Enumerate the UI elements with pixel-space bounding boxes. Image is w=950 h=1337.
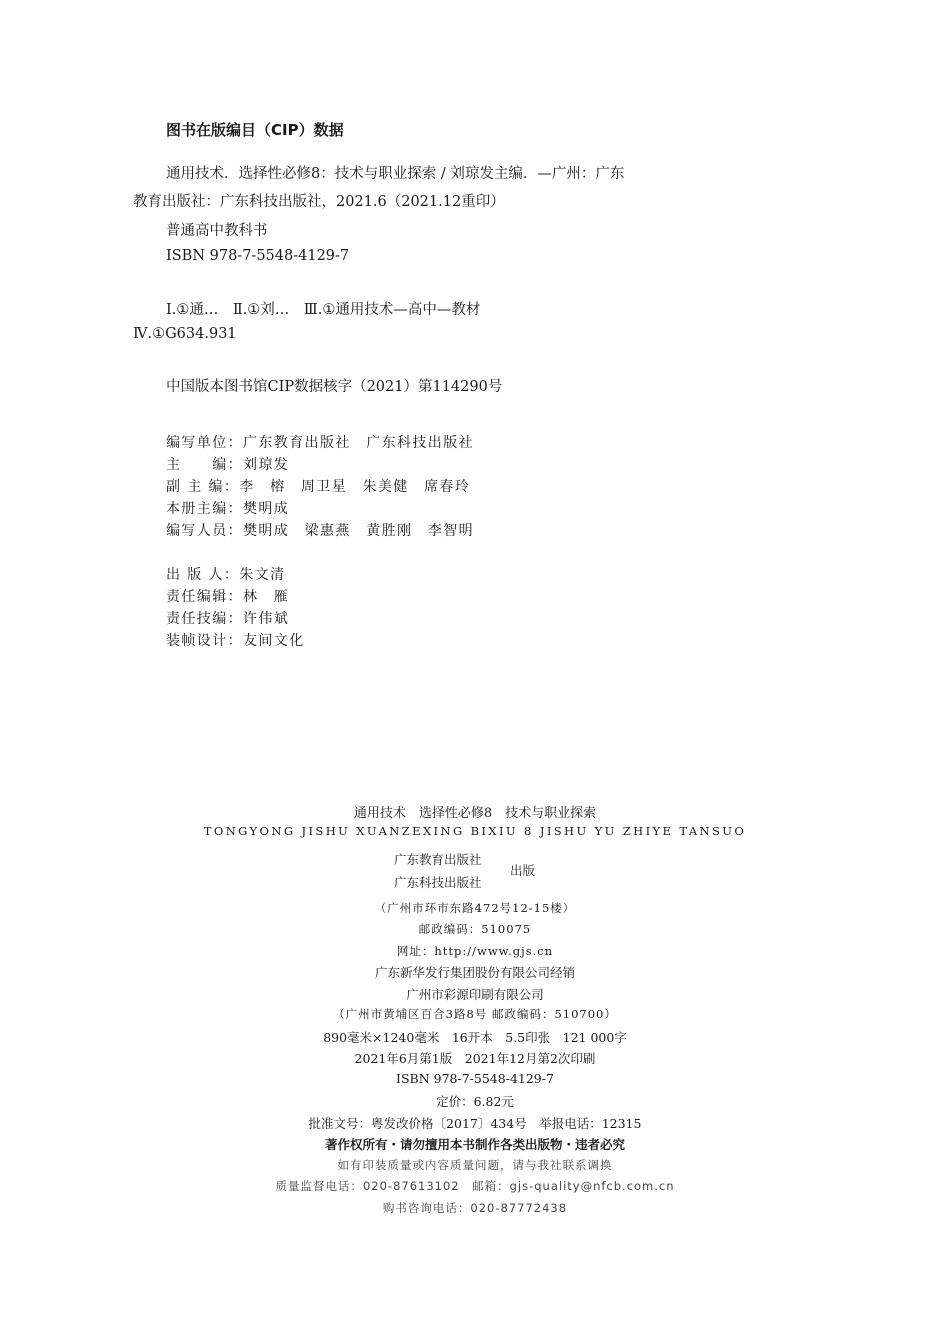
staff-editor-line-1: 编写单位：广东教育出版社 广东科技出版社 xyxy=(166,435,474,451)
staff-publishing-line-3: 责任技编：许伟斌 xyxy=(166,611,290,627)
publish-label: 出版 xyxy=(510,863,536,878)
staff-publishing-line-1: 出 版 人：朱文清 xyxy=(166,567,286,583)
edition-info: 2021年6月第1版 2021年12月第2次印刷 xyxy=(354,1051,596,1066)
approval-info: 批准文号：粤发改价格〔2017〕434号 举报电话：12315 xyxy=(308,1116,642,1131)
colophon-pinyin: TONGYONG JISHU XUANZEXING BIXIU 8 JISHU YU ZHIYE TANSUO xyxy=(203,824,747,838)
colophon-book-title: 通用技术 选择性必修8 技术与职业探索 xyxy=(353,806,597,821)
publisher-name-1: 广东教育出版社 xyxy=(394,852,482,867)
cip-title: 图书在版编目（CIP）数据 xyxy=(166,121,344,139)
cip-subject-line: Ⅰ.①通… Ⅱ.①刘… Ⅲ.①通用技术—高中—教材 xyxy=(166,302,481,318)
cip-verify-number: 中国版本图书馆CIP数据核字（2021）第114290号 xyxy=(166,379,503,395)
cip-line-1: 通用技术．选择性必修8：技术与职业探索 / 刘琼发主编．—广州：广东 xyxy=(166,166,625,182)
quality-note: 如有印装质量或内容质量问题，请与我社联系调换 xyxy=(337,1158,613,1172)
copyright-notice: 著作权所有・请勿擅用本书制作各类出版物・违者必究 xyxy=(324,1137,625,1152)
cip-line-3: 普通高中教科书 xyxy=(166,223,268,239)
printer-address: （广州市黄埔区百合3路8号 邮政编码：510700） xyxy=(333,1007,617,1021)
staff-publishing-line-4: 装帧设计：友间文化 xyxy=(166,633,305,649)
printer: 广州市彩源印刷有限公司 xyxy=(406,987,544,1002)
cip-class-line: Ⅳ.①G634.931 xyxy=(133,326,237,342)
publisher-name-2: 广东科技出版社 xyxy=(394,875,482,890)
cip-line-2: 教育出版社：广东科技出版社，2021.6（2021.12重印） xyxy=(133,194,505,210)
colophon-isbn: ISBN 978-7-5548-4129-7 xyxy=(396,1071,554,1086)
distributor: 广东新华发行集团股份有限公司经销 xyxy=(374,965,575,980)
staff-editor-line-4: 本册主编：樊明成 xyxy=(166,501,290,517)
staff-editor-line-3: 副 主 编：李 榕 周卫星 朱美健 席春玲 xyxy=(166,479,471,495)
book-format: 890毫米×1240毫米 16开本 5.5印张 121 000字 xyxy=(323,1030,627,1045)
publisher-website: 网址：http://www.gjs.cn xyxy=(396,944,554,958)
price: 定价：6.82元 xyxy=(436,1094,514,1109)
staff-publishing-line-2: 责任编辑：林 雁 xyxy=(166,589,290,605)
publisher-postcode: 邮政编码：510075 xyxy=(418,922,532,936)
staff-editor-line-5: 编写人员：樊明成 梁惠燕 黄胜刚 李智明 xyxy=(166,523,474,539)
purchase-contact: 购书咨询电话：020-87772438 xyxy=(382,1201,568,1215)
publisher-address: （广州市环市东路472号12-15楼） xyxy=(374,901,576,915)
staff-editor-line-2: 主 编：刘琼发 xyxy=(166,457,290,473)
quality-contact: 质量监督电话：020-87613102 邮箱：gjs-quality@nfcb.com.cn xyxy=(275,1179,675,1193)
cip-isbn: ISBN 978-7-5548-4129-7 xyxy=(166,248,350,264)
